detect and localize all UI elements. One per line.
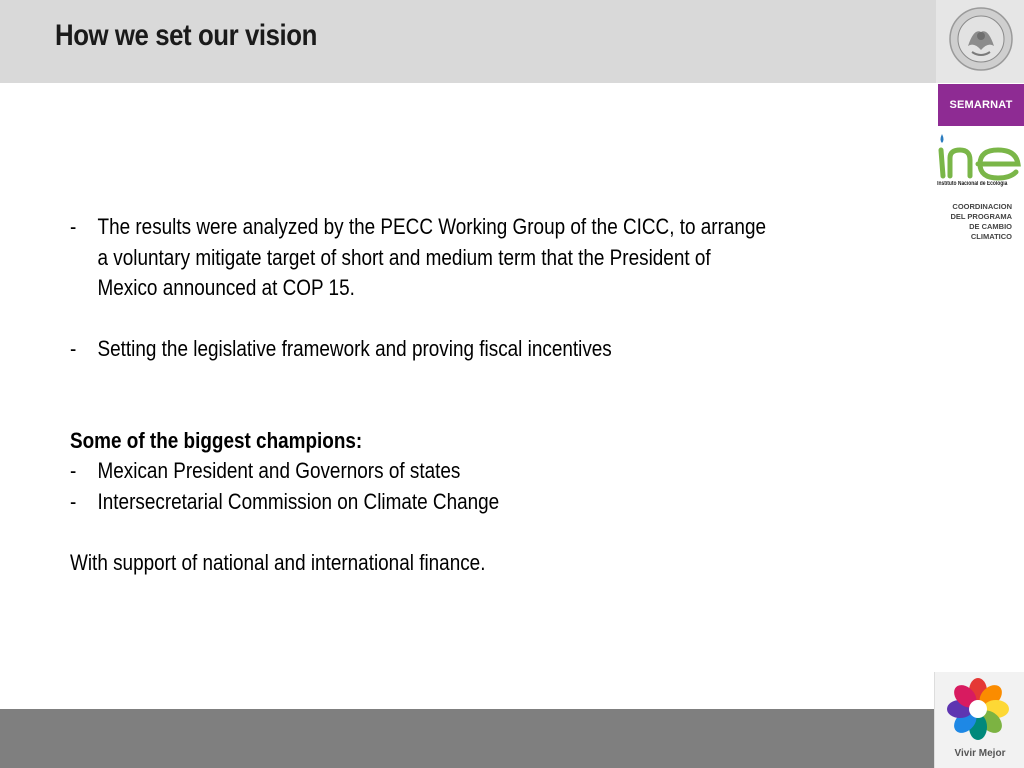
champion-item (70, 487, 775, 518)
bullet-text: Mexican President and Governors of states (97, 458, 461, 483)
vivir-mejor-flower-icon (942, 676, 1014, 742)
climate-program-label (932, 202, 1012, 242)
coord-line: COORDINACION (952, 202, 1012, 211)
slide-title: How we set our vision (55, 19, 317, 52)
champions-heading: Some of the biggest champions: (70, 427, 363, 453)
mexico-seal-icon (948, 6, 1014, 72)
bullet-text: The results were analyzed by the PECC Working Group of the CICC, to arrange a voluntary mitigate target of short and medium term that the President of Mexico announced at COP 15. (97, 214, 766, 300)
ine-caption: Instituto Nacional de Ecología (937, 181, 1008, 187)
slide-body (70, 212, 770, 578)
bullet-item (70, 212, 775, 304)
bullet-dash: - (70, 458, 77, 483)
semarnat-logo: SEMARNAT (938, 84, 1024, 126)
footer-band (0, 709, 936, 768)
bullet-dash: - (70, 336, 77, 361)
vivir-mejor-label: Vivir Mejor (954, 748, 1006, 759)
bullet-text: Setting the legislative framework and proving fiscal incentives (97, 336, 612, 361)
champion-item (70, 456, 775, 487)
coord-line: CLIMATICO (970, 232, 1012, 241)
bullet-text: Intersecretarial Commission on Climate Change (97, 488, 500, 514)
coord-line: DEL PROGRAMA (950, 212, 1012, 221)
bullet-item (70, 334, 775, 365)
bullet-dash: - (70, 214, 77, 239)
bullet-dash: - (70, 488, 77, 514)
closing-statement: With support of national and international finance. (70, 549, 486, 575)
coord-line: DE CAMBIO (969, 222, 1012, 231)
